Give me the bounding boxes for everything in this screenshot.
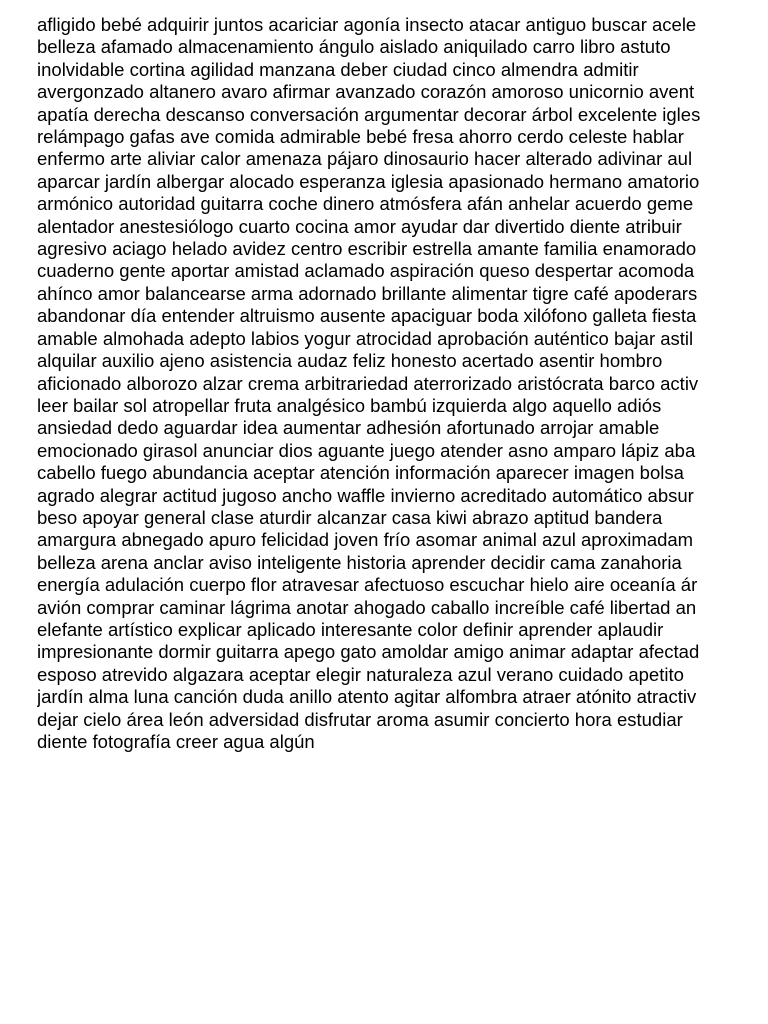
text-line: relámpago gafas ave comida admirable bebé fresa ahorro cerdo celeste hablar: [37, 126, 684, 148]
text-line: belleza afamado almacenamiento ángulo aislado aniquilado carro libro astuto: [37, 36, 671, 58]
text-line: energía adulación cuerpo flor atravesar afectuoso escuchar hielo aire oceanía ár: [37, 574, 698, 596]
text-line: elefante artístico explicar aplicado interesante color definir aprender aplaudir: [37, 618, 664, 640]
text-line: impresionante dormir guitarra apego gato amoldar amigo animar adaptar afectad: [37, 641, 700, 663]
text-line: alentador anestesiólogo cuarto cocina amor ayudar dar divertido diente atribuir: [37, 215, 682, 237]
text-line: alquilar auxilio ajeno asistencia audaz feliz honesto acertado asentir hombro: [37, 350, 663, 372]
text-line: avergonzado altanero avaro afirmar avanzado corazón amoroso unicornio avent: [37, 81, 695, 103]
text-line: agresivo aciago helado avidez centro escribir estrella amante familia enamorado: [37, 238, 697, 260]
text-line: leer bailar sol atropellar fruta analgésico bambú izquierda algo aquello adiós: [37, 394, 662, 416]
text-line: armónico autoridad guitarra coche dinero atmósfera afán anhelar acuerdo geme: [37, 193, 694, 215]
text-line: inolvidable cortina agilidad manzana deber ciudad cinco almendra admitir: [37, 58, 639, 80]
text-line: amable almohada adepto labios yogur atrocidad aprobación auténtico bajar astil: [37, 327, 694, 349]
text-line: esposo atrevido algazara aceptar elegir naturaleza azul verano cuidado apetito: [37, 663, 684, 685]
text-line: emocionado girasol anunciar dios aguante juego atender asno amparo lápiz aba: [37, 439, 696, 461]
document-body: [37, 14, 768, 753]
text-line: cabello fuego abundancia aceptar atención información aparecer imagen bolsa: [37, 462, 684, 484]
text-line: apatía derecha descanso conversación argumentar decorar árbol excelente igles: [37, 103, 701, 125]
text-line: agrado alegrar actitud jugoso ancho waffle invierno acreditado automático absur: [37, 484, 694, 506]
text-line: ansiedad dedo aguardar idea aumentar adhesión afortunado arrojar amable: [37, 417, 660, 439]
text-line: diente fotografía creer agua algún: [37, 731, 315, 752]
text-line: ahínco amor balancearse arma adornado brillante alimentar tigre café apoderars: [37, 282, 698, 304]
text-line: beso apoyar general clase aturdir alcanzar casa kiwi abrazo aptitud bandera: [37, 506, 663, 528]
text-line: afligido bebé adquirir juntos acariciar agonía insecto atacar antiguo buscar acele: [37, 14, 697, 35]
text-line: aparcar jardín albergar alocado esperanza iglesia apasionado hermano amatorio: [37, 170, 700, 192]
text-line: cuaderno gente aportar amistad aclamado aspiración queso despertar acomoda: [37, 260, 695, 282]
text-line: dejar cielo área león adversidad disfrutar aroma asumir concierto hora estudiar: [37, 708, 683, 730]
text-line: aficionado alborozo alzar crema arbitrariedad aterrorizado aristócrata barco activ: [37, 372, 699, 394]
text-line: enfermo arte aliviar calor amenaza pájaro dinosaurio hacer alterado adivinar aul: [37, 148, 693, 170]
text-line: amargura abnegado apuro felicidad joven frío asomar animal azul aproximadam: [37, 529, 694, 551]
text-line: avión comprar caminar lágrima anotar ahogado caballo increíble café libertad an: [37, 596, 697, 618]
text-line: abandonar día entender altruismo ausente apaciguar boda xilófono galleta fiesta: [37, 305, 697, 327]
text-line: jardín alma luna canción duda anillo atento agitar alfombra atraer atónito atractiv: [37, 686, 697, 708]
text-line: belleza arena anclar aviso inteligente historia aprender decidir cama zanahoria: [37, 551, 682, 573]
